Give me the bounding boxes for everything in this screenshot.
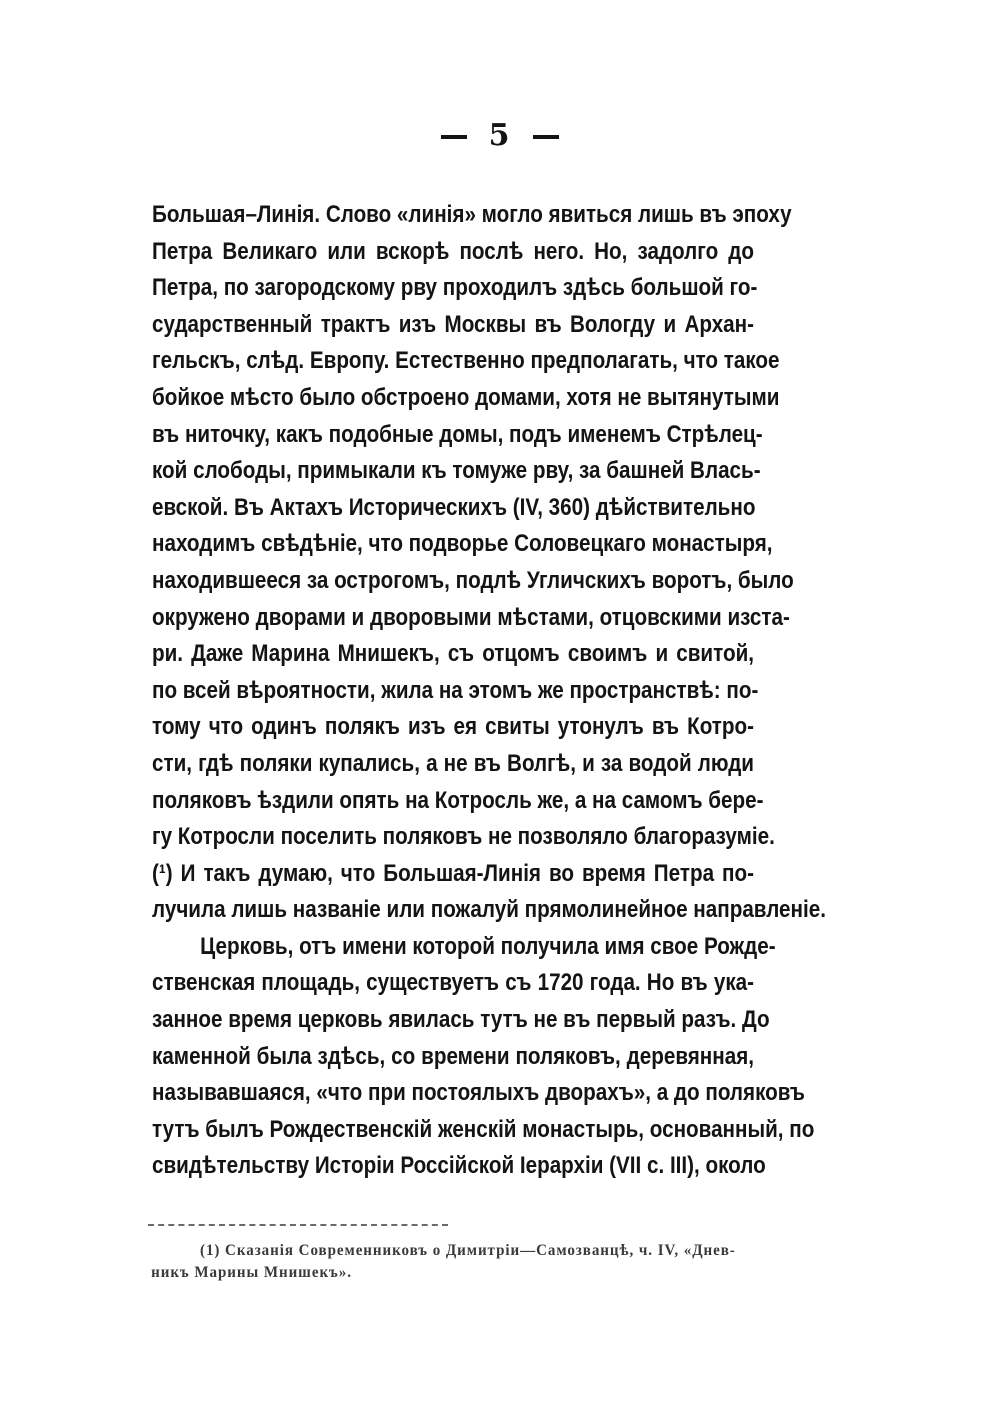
- text-line: по всей вѣроятности, жила на этомъ же пространствѣ: по-: [152, 676, 759, 704]
- text-line: Петра, по загородскому рву проходилъ здѣсь большой го-: [152, 274, 758, 302]
- page-number-value: 5: [488, 118, 512, 153]
- text-line: ри. Даже Марина Мнишекъ, съ отцомъ своимъ и свитой,: [152, 640, 754, 668]
- text-line: въ ниточку, какъ подобные домы, подъ именемъ Стрѣлец-: [152, 420, 763, 448]
- text-line: окружено дворами и дворовыми мѣстами, отцовскими изста-: [152, 603, 790, 631]
- text-line: называвшаяся, «что при постоялыхъ дворахъ», а до поляковъ: [152, 1079, 805, 1107]
- body-text: [152, 197, 826, 1185]
- text-line: занное время церковь явилась тутъ не въ первый разъ. До: [152, 1006, 770, 1034]
- text-line: сударственный трактъ изъ Москвы въ Вологду и Архан-: [152, 310, 754, 338]
- text-line: сти, гдѣ поляки купались, а не въ Волгѣ, и за водой люди: [152, 749, 754, 777]
- text-line: Петра Великаго или вскорѣ послѣ него. Но, задолго до: [152, 237, 754, 265]
- text-line: кой слободы, примыкали къ томуже рву, за башней Влась-: [152, 457, 761, 485]
- text-line: находившееся за острогомъ, подлѣ Угличскихъ воротъ, было: [152, 566, 794, 594]
- text-line: поляковъ ѣздили опять на Котросль же, а на самомъ бере-: [152, 786, 764, 814]
- page-number-right-dash: [533, 135, 559, 139]
- text-line: находимъ свѣдѣніе, что подворье Соловецкаго монастыря,: [152, 530, 773, 558]
- text-line: лучила лишь названіе или пожалуй прямолинейное направленіе.: [152, 896, 826, 924]
- footnote: [151, 1240, 839, 1284]
- text-line: ственская площадь, существуетъ съ 1720 года. Но въ ука-: [152, 969, 754, 997]
- text-line: бойкое мѣсто было обстроено домами, хотя не вытянутыми: [152, 383, 780, 411]
- text-line: (¹) И такъ думаю, что Большая-Линія во время Петра по-: [152, 859, 754, 887]
- text-line: каменной была здѣсь, со времени поляковъ, деревянная,: [152, 1042, 754, 1070]
- page-number: [0, 118, 1000, 153]
- text-line: евской. Въ Актахъ Историческихъ (IV, 360) дѣйствительно: [152, 493, 756, 521]
- text-line: тому что одинъ полякъ изъ ея свиты утонулъ въ Котро-: [152, 713, 754, 741]
- text-line: Большая–Линія. Слово «линія» могло явиться лишь въ эпоху: [152, 201, 792, 228]
- text-line: тутъ былъ Рождественскій женскій монастырь, основанный, по: [152, 1115, 815, 1143]
- page-number-left-dash: [441, 135, 467, 139]
- text-line: свидѣтельству Исторіи Россійской Іерархіи (VII с. III), около: [152, 1152, 766, 1180]
- footnote-line: (1) Сказанія Современниковъ о Димитріи—Самозванцѣ, ч. IV, «Днев-: [200, 1242, 736, 1259]
- text-line: Церковь, отъ имени которой получила имя свое Рожде-: [200, 932, 776, 960]
- text-line: гу Котросли поселить поляковъ не позволяло благоразуміе.: [152, 823, 775, 851]
- footnote-separator: [148, 1224, 448, 1226]
- text-line: гельскъ, слѣд. Европу. Естественно предполагать, что такое: [152, 347, 780, 375]
- footnote-line: никъ Марины Мнишекъ».: [151, 1264, 352, 1281]
